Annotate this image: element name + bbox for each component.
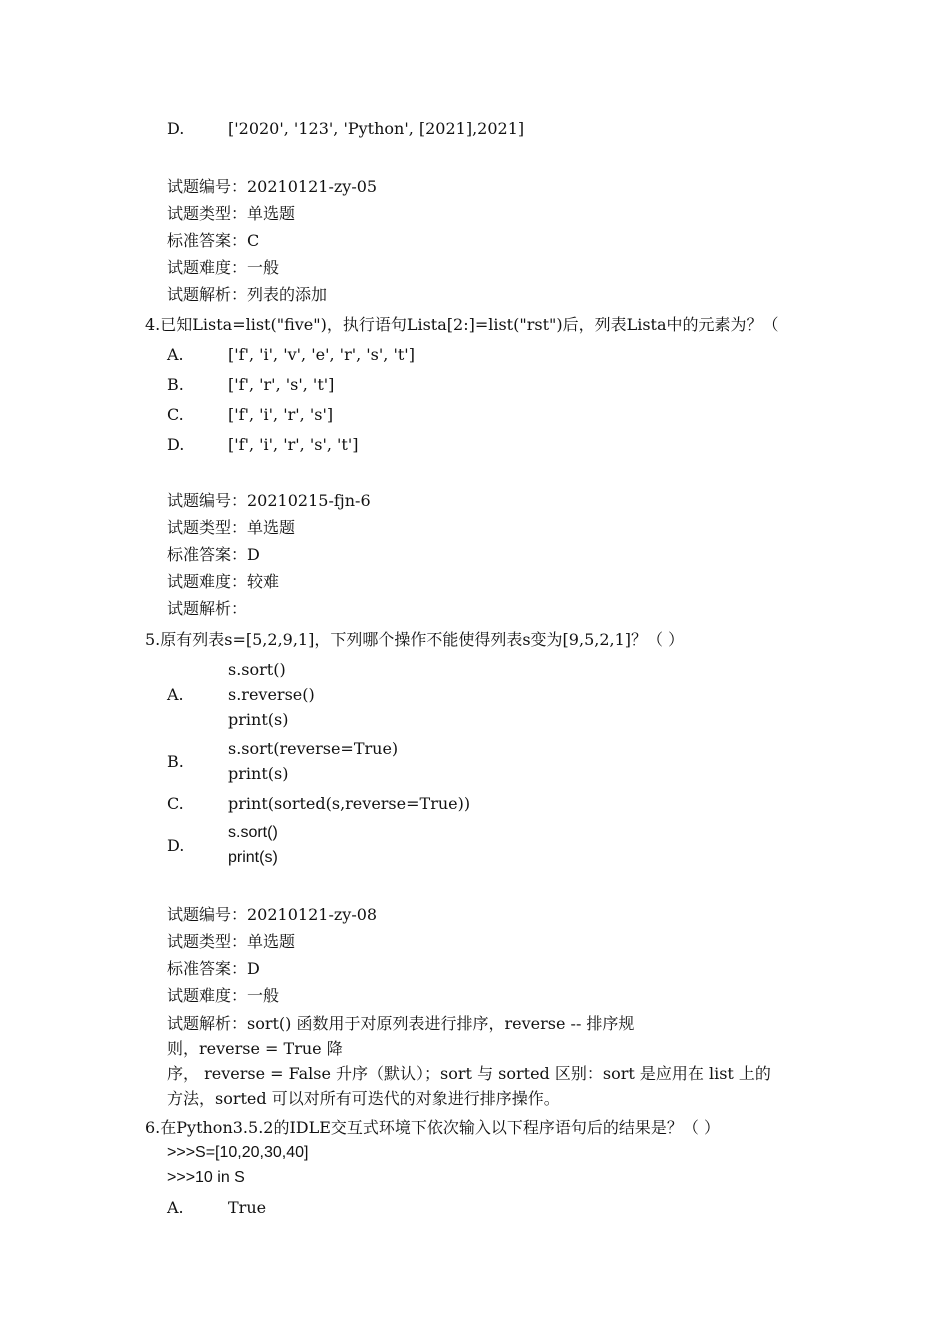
code-line: print(s)	[228, 764, 289, 783]
analysis: 试题解析：列表的添加	[167, 285, 328, 304]
option-letter: B.	[167, 752, 184, 771]
option-text: ['2020', '123', 'Python', [2021],2021]	[228, 119, 525, 138]
option-letter: C.	[167, 794, 184, 813]
code-line: print(sorted(s,reverse=True))	[228, 794, 471, 813]
option-letter: A.	[167, 1198, 184, 1217]
code-line: print(s)	[228, 849, 278, 866]
standard-answer: 标准答案：C	[167, 231, 260, 250]
question-type: 试题类型：单选题	[167, 204, 296, 223]
code-line: >>>10 in S	[167, 1169, 245, 1186]
option-text: ['f', 'i', 'r', 's', 't']	[228, 435, 359, 454]
analysis: 则，reverse = True 降	[167, 1039, 343, 1058]
code-line: >>>S=[10,20,30,40]	[167, 1144, 309, 1161]
standard-answer: 标准答案：D	[167, 545, 260, 564]
option-text: ['f', 'i', 'r', 's']	[228, 405, 334, 424]
question-stem: 5.原有列表s=[5,2,9,1]，下列哪个操作不能使得列表s变为[9,5,2,1]？（ ）	[145, 630, 685, 649]
analysis: 方法，sorted 可以对所有可迭代的对象进行排序操作。	[167, 1089, 560, 1108]
difficulty: 试题难度：较难	[167, 572, 280, 591]
option-letter: D.	[167, 836, 185, 855]
option-letter: A.	[167, 345, 184, 364]
option-text: ['f', 'i', 'v', 'e', 'r', 's', 't']	[228, 345, 415, 364]
question-type: 试题类型：单选题	[167, 518, 296, 537]
code-line: s.reverse()	[228, 685, 315, 704]
question-stem: 6.在Python3.5.2的IDLE交互式环境下依次输入以下程序语句后的结果是？（ ）	[145, 1118, 720, 1137]
option-text: True	[228, 1198, 267, 1217]
analysis: 序， reverse = False 升序（默认）；sort 与 sorted 区别：sort 是应用在 list 上的	[167, 1064, 771, 1083]
question-type: 试题类型：单选题	[167, 932, 296, 951]
code-line: s.sort(reverse=True)	[228, 739, 399, 758]
option-text: ['f', 'r', 's', 't']	[228, 375, 335, 394]
question-stem: 4.已知Lista=list("five")，执行语句Lista[2:]=list("rst")后，列表Lista中的元素为？（	[145, 315, 779, 334]
code-line: s.sort()	[228, 660, 286, 679]
question-id: 试题编号：20210121-zy-05	[167, 177, 378, 196]
option-letter: D.	[167, 435, 185, 454]
option-letter: D.	[167, 119, 185, 138]
difficulty: 试题难度：一般	[167, 986, 280, 1005]
question-id: 试题编号：20210215-fjn-6	[167, 491, 371, 510]
option-letter: B.	[167, 375, 184, 394]
code-line: print(s)	[228, 710, 289, 729]
standard-answer: 标准答案：D	[167, 959, 260, 978]
option-letter: A.	[167, 685, 184, 704]
analysis: 试题解析：	[167, 599, 248, 618]
code-line: s.sort()	[228, 824, 278, 841]
analysis: 试题解析：sort() 函数用于对原列表进行排序，reverse -- 排序规	[167, 1014, 635, 1033]
difficulty: 试题难度：一般	[167, 258, 280, 277]
question-id: 试题编号：20210121-zy-08	[167, 905, 378, 924]
option-letter: C.	[167, 405, 184, 424]
